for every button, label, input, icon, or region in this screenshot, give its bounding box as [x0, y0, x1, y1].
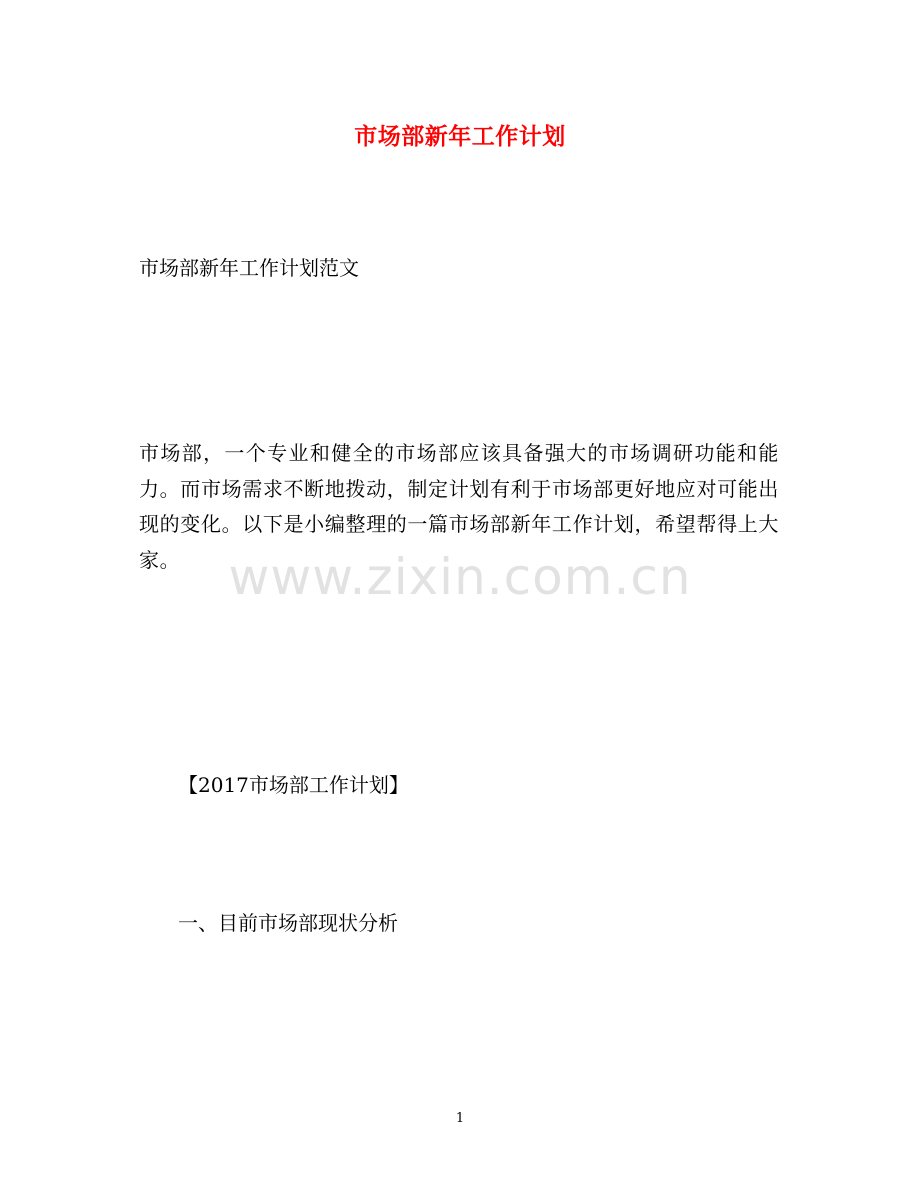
intro-paragraph: 市场部，一个专业和健全的市场部应该具备强大的市场调研功能和能力。而市场需求不断地拨动，制定计划有利于市场部更好地应对可能出现的变化。以下是小编整理的一篇市场部新年工作计划，希望帮得上大家。 [139, 441, 779, 572]
document-title: 市场部新年工作计划 [354, 124, 566, 150]
document-subtitle: 市场部新年工作计划范文 [139, 256, 359, 280]
section-heading: 【2017市场部工作计划】 [178, 773, 409, 797]
section-item: 一、目前市场部现状分析 [178, 911, 398, 935]
page-number: 1 [455, 1111, 465, 1126]
watermark: www.zixin.com.cn [228, 548, 692, 606]
